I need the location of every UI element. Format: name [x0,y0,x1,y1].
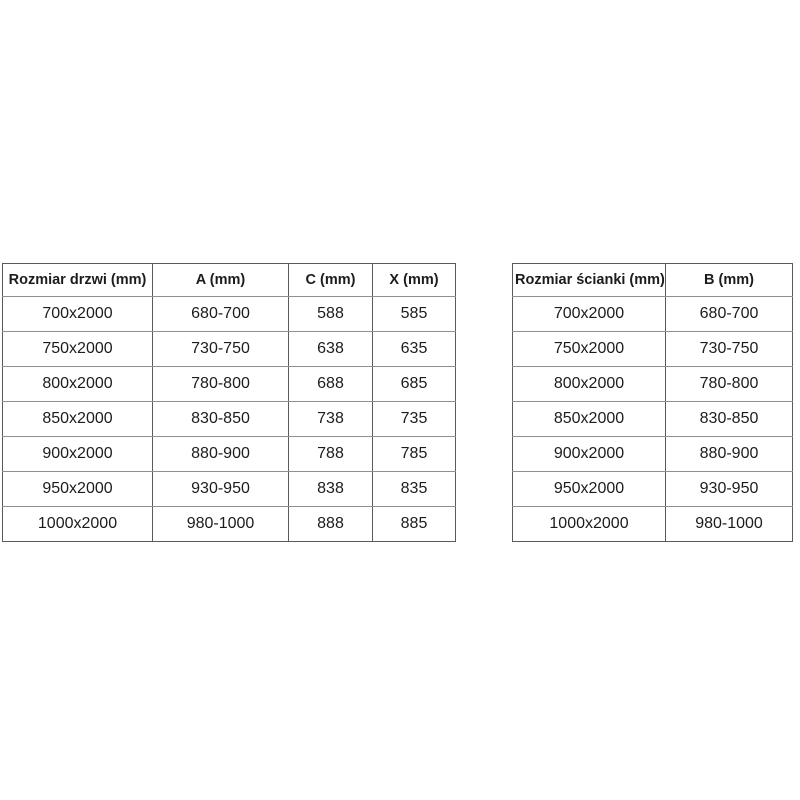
table-row [3,332,456,367]
table-cell: 738 [289,402,373,437]
table-cell: 750x2000 [3,332,153,367]
table-cell: 885 [373,507,456,542]
table-cell: 950x2000 [513,472,666,507]
header-row [3,264,456,297]
table-cell: 1000x2000 [3,507,153,542]
table-cell: 830-850 [153,402,289,437]
column-header: Rozmiar ścianki (mm) [513,264,666,297]
table-row [513,367,793,402]
table-cell: 588 [289,297,373,332]
table-cell: 780-800 [153,367,289,402]
table-cell: 638 [289,332,373,367]
table-row [3,437,456,472]
table-row [513,437,793,472]
table-cell: 850x2000 [3,402,153,437]
door-size-table [2,263,456,542]
table-cell: 788 [289,437,373,472]
table-cell: 980-1000 [153,507,289,542]
table-cell: 635 [373,332,456,367]
column-header: X (mm) [373,264,456,297]
table-cell: 785 [373,437,456,472]
table-cell: 850x2000 [513,402,666,437]
table-row [513,472,793,507]
table-cell: 930-950 [666,472,793,507]
table-cell: 880-900 [666,437,793,472]
table-row [3,367,456,402]
table-cell: 1000x2000 [513,507,666,542]
column-header: Rozmiar drzwi (mm) [3,264,153,297]
table-row [513,507,793,542]
table-cell: 730-750 [666,332,793,367]
table-cell: 750x2000 [513,332,666,367]
table-cell: 980-1000 [666,507,793,542]
table-row [513,402,793,437]
table-row [3,472,456,507]
table-cell: 680-700 [153,297,289,332]
table-row [513,332,793,367]
table-cell: 780-800 [666,367,793,402]
table-row [3,297,456,332]
table-cell: 685 [373,367,456,402]
table-cell: 835 [373,472,456,507]
table-cell: 585 [373,297,456,332]
table-cell: 880-900 [153,437,289,472]
table-cell: 730-750 [153,332,289,367]
table-cell: 930-950 [153,472,289,507]
column-header: B (mm) [666,264,793,297]
header-row [513,264,793,297]
table-cell: 800x2000 [3,367,153,402]
table-cell: 900x2000 [513,437,666,472]
table-cell: 680-700 [666,297,793,332]
table-cell: 888 [289,507,373,542]
table-cell: 838 [289,472,373,507]
wall-size-table [512,263,793,542]
column-header: A (mm) [153,264,289,297]
table-cell: 800x2000 [513,367,666,402]
table-cell: 688 [289,367,373,402]
table-cell: 700x2000 [3,297,153,332]
column-header: C (mm) [289,264,373,297]
table-cell: 950x2000 [3,472,153,507]
table-row [3,507,456,542]
table-row [513,297,793,332]
table-cell: 735 [373,402,456,437]
table-cell: 900x2000 [3,437,153,472]
table-row [3,402,456,437]
table-cell: 830-850 [666,402,793,437]
table-cell: 700x2000 [513,297,666,332]
